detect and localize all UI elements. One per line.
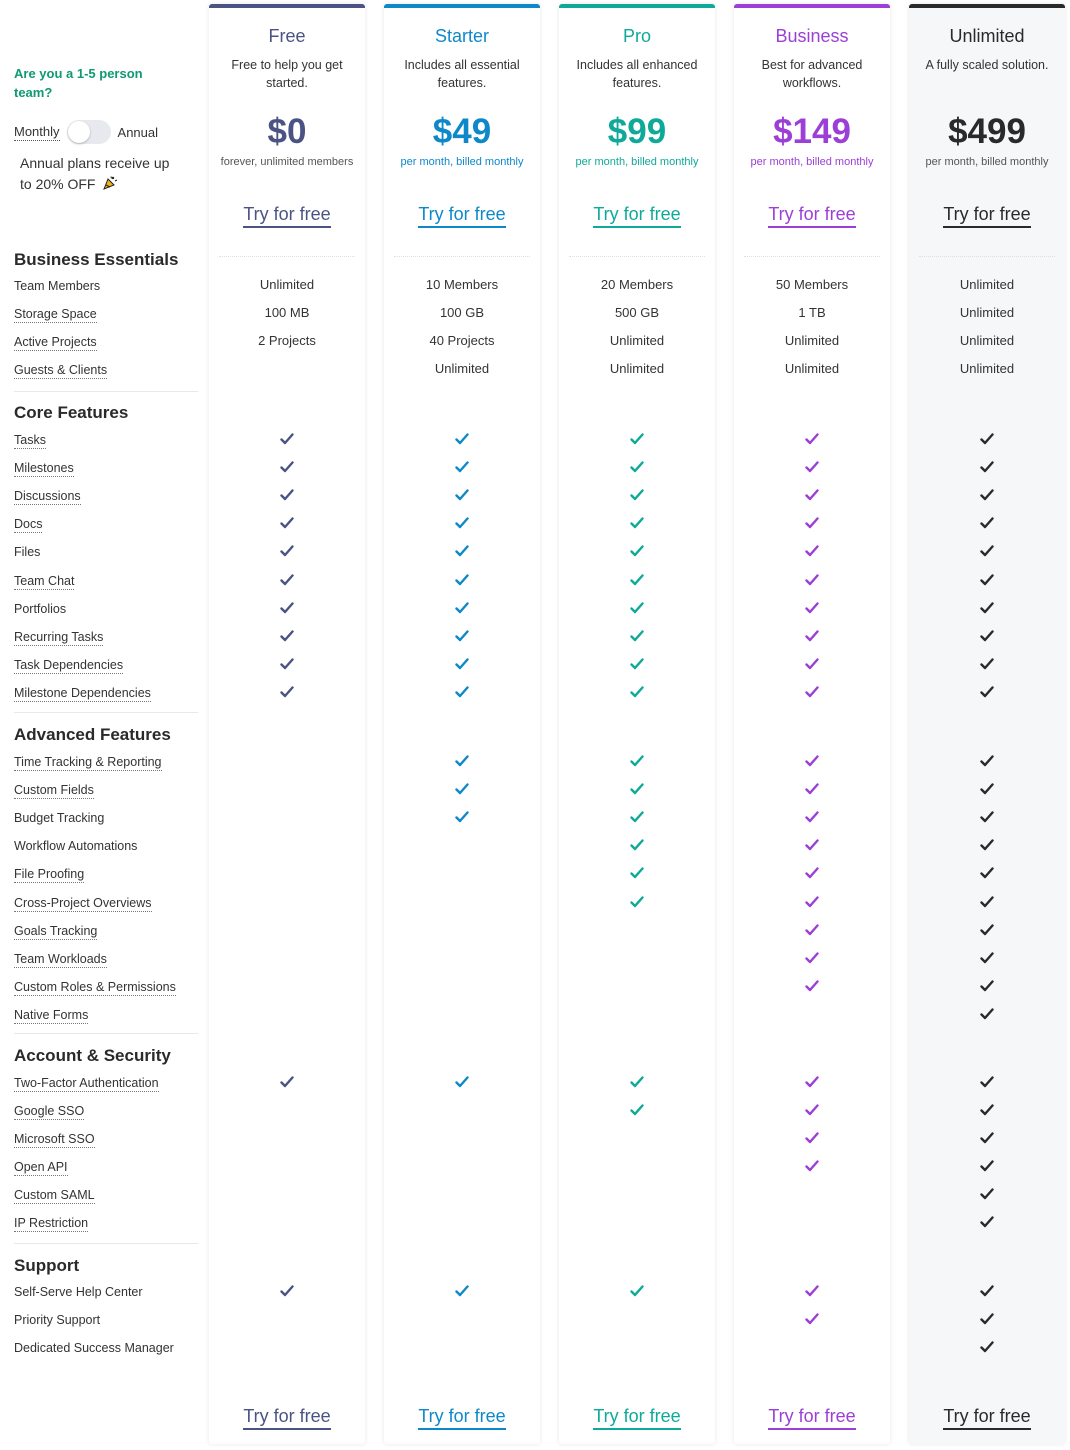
plan-price: $149 xyxy=(773,112,851,151)
check-icon xyxy=(805,979,819,991)
plan-description: Best for advanced workflows. xyxy=(761,58,863,90)
plan-billing-note: per month, billed monthly xyxy=(750,156,874,168)
check-icon xyxy=(455,601,469,613)
feature-value: 10 Members xyxy=(425,277,499,292)
feature-value: 2 Projects xyxy=(258,333,316,348)
check-icon xyxy=(280,657,294,669)
plan-price: $499 xyxy=(948,112,1026,151)
check-icon xyxy=(280,1284,294,1296)
check-icon xyxy=(805,1075,819,1087)
section-title: Advanced Features xyxy=(14,725,171,744)
feature-label[interactable]: Tasks xyxy=(14,433,46,447)
check-icon xyxy=(805,432,819,444)
feature-value: 40 Projects xyxy=(429,333,495,348)
feature-label[interactable]: Custom Roles & Permissions xyxy=(14,979,176,994)
check-icon xyxy=(280,601,294,613)
check-icon xyxy=(805,782,819,794)
plan-accent-bar xyxy=(209,4,365,8)
plan-description: Includes all essential features. xyxy=(404,58,520,90)
feature-value: Unlimited xyxy=(259,277,315,292)
plan-description: Includes all enhanced features. xyxy=(576,58,698,90)
check-icon xyxy=(980,810,994,822)
check-icon xyxy=(455,685,469,697)
check-icon xyxy=(805,810,819,822)
billing-toggle-switch[interactable] xyxy=(67,120,111,144)
feature-value: Unlimited xyxy=(959,361,1015,376)
check-icon xyxy=(980,1187,994,1199)
header-separator xyxy=(394,256,530,257)
check-icon xyxy=(630,1284,644,1296)
try-for-free-link[interactable]: Try for free xyxy=(593,203,680,228)
section-title: Support xyxy=(14,1256,80,1275)
plan-billing-note: per month, billed monthly xyxy=(575,156,699,168)
feature-value: Unlimited xyxy=(959,277,1015,292)
check-icon xyxy=(630,838,644,850)
check-icon xyxy=(630,629,644,641)
check-icon xyxy=(630,657,644,669)
try-for-free-link[interactable]: Try for free xyxy=(943,203,1030,228)
try-for-free-link[interactable]: Try for free xyxy=(243,1405,330,1430)
check-icon xyxy=(980,754,994,766)
section-title: Core Features xyxy=(14,403,129,422)
check-icon xyxy=(980,951,994,963)
check-icon xyxy=(630,782,644,794)
check-icon xyxy=(805,1159,819,1171)
check-icon xyxy=(630,810,644,822)
feature-value: Unlimited xyxy=(959,333,1015,348)
check-icon xyxy=(805,923,819,935)
toggle-knob xyxy=(68,121,90,143)
try-for-free-link[interactable]: Try for free xyxy=(593,1405,680,1430)
feature-label: Portfolios xyxy=(14,601,67,616)
check-icon xyxy=(980,1215,994,1227)
check-icon xyxy=(805,838,819,850)
check-icon xyxy=(280,460,294,472)
section-divider xyxy=(14,712,198,713)
plan-billing-note: per month, billed monthly xyxy=(925,156,1049,168)
feature-label: Files xyxy=(14,545,41,560)
plan-column-unlimited xyxy=(909,4,1065,1444)
try-for-free-link[interactable]: Try for free xyxy=(418,203,505,228)
feature-value: 1 TB xyxy=(798,305,826,320)
check-icon xyxy=(980,629,994,641)
check-icon xyxy=(630,432,644,444)
check-icon xyxy=(455,629,469,641)
feature-label[interactable]: Storage Space xyxy=(14,307,97,321)
check-icon xyxy=(980,1131,994,1143)
plan-billing-note: forever, unlimited members xyxy=(220,156,354,168)
feature-label[interactable]: Team Workloads xyxy=(14,951,107,966)
check-icon xyxy=(630,866,644,878)
check-icon xyxy=(980,979,994,991)
check-icon xyxy=(280,1075,294,1087)
check-icon xyxy=(630,460,644,472)
feature-label: Workflow Automations xyxy=(14,839,138,854)
check-icon xyxy=(980,866,994,878)
check-icon xyxy=(805,1131,819,1143)
check-icon xyxy=(980,782,994,794)
check-icon xyxy=(980,488,994,500)
feature-label: Self-Serve Help Center xyxy=(14,1285,143,1299)
check-icon xyxy=(630,573,644,585)
check-icon xyxy=(455,488,469,500)
feature-value: Unlimited xyxy=(959,305,1015,320)
check-icon xyxy=(455,1075,469,1087)
try-for-free-button-bottom xyxy=(559,1405,715,1430)
check-icon xyxy=(805,1284,819,1296)
header-separator xyxy=(919,256,1055,257)
check-icon xyxy=(805,866,819,878)
plan-price: $99 xyxy=(607,112,667,151)
plan-billing-note: per month, billed monthly xyxy=(400,156,524,168)
check-icon xyxy=(630,1075,644,1087)
check-icon xyxy=(980,1340,994,1352)
try-for-free-link[interactable]: Try for free xyxy=(768,1405,855,1430)
check-icon xyxy=(280,544,294,556)
header-separator xyxy=(569,256,705,257)
plan-name: Free xyxy=(268,26,306,46)
check-icon xyxy=(455,516,469,528)
check-icon xyxy=(980,432,994,444)
check-icon xyxy=(455,432,469,444)
annual-label[interactable]: Annual xyxy=(117,124,159,140)
check-icon xyxy=(280,488,294,500)
monthly-label[interactable]: Monthly xyxy=(14,123,60,139)
check-icon xyxy=(980,544,994,556)
feature-label[interactable]: Google SSO xyxy=(14,1104,85,1118)
feature-label[interactable]: Goals Tracking xyxy=(14,923,98,938)
feature-label[interactable]: Active Projects xyxy=(14,335,97,349)
feature-label[interactable]: Cross-Project Overviews xyxy=(14,895,152,910)
try-for-free-button-bottom xyxy=(734,1405,890,1430)
check-icon xyxy=(805,685,819,697)
plan-price: $49 xyxy=(432,112,492,151)
feature-value: Unlimited xyxy=(609,361,665,376)
check-icon xyxy=(280,629,294,641)
feature-label[interactable]: Milestones xyxy=(14,461,74,476)
plan-description: Free to help you get started. xyxy=(231,58,343,90)
check-icon xyxy=(805,488,819,500)
annual-discount-note xyxy=(20,153,170,195)
try-for-free-button-bottom xyxy=(909,1405,1065,1430)
feature-value: 100 GB xyxy=(439,305,485,320)
section-title: Account & Security xyxy=(14,1046,171,1065)
check-icon xyxy=(805,516,819,528)
feature-value: 50 Members xyxy=(775,277,849,292)
feature-value: 20 Members xyxy=(600,277,674,292)
check-icon xyxy=(805,601,819,613)
check-icon xyxy=(455,657,469,669)
check-icon xyxy=(980,516,994,528)
feature-label[interactable]: Task Dependencies xyxy=(14,657,124,672)
check-icon xyxy=(980,895,994,907)
billing-toggle-row xyxy=(14,120,158,144)
check-icon xyxy=(980,1159,994,1171)
plan-accent-bar xyxy=(909,4,1065,8)
check-icon xyxy=(455,754,469,766)
try-for-free-button-bottom xyxy=(209,1405,365,1430)
check-icon xyxy=(805,573,819,585)
header-separator xyxy=(744,256,880,257)
try-for-free-link[interactable]: Try for free xyxy=(943,1405,1030,1430)
try-for-free-link[interactable]: Try for free xyxy=(243,203,330,228)
annual-discount-text: Annual plans receive up to 20% OFF xyxy=(20,155,170,192)
feature-label[interactable]: Microsoft SSO xyxy=(14,1132,95,1146)
feature-label[interactable]: Milestone Dependencies xyxy=(14,685,151,700)
feature-label[interactable]: Custom SAML xyxy=(14,1188,95,1202)
check-icon xyxy=(980,1007,994,1019)
check-icon xyxy=(805,895,819,907)
feature-label[interactable]: Time Tracking & Reporting xyxy=(14,755,162,769)
check-icon xyxy=(805,657,819,669)
plan-accent-bar xyxy=(559,4,715,8)
check-icon xyxy=(455,544,469,556)
feature-label[interactable]: IP Restriction xyxy=(14,1216,89,1230)
feature-label[interactable]: Two-Factor Authentication xyxy=(14,1076,159,1090)
check-icon xyxy=(630,601,644,613)
feature-value: Unlimited xyxy=(434,361,490,376)
check-icon xyxy=(805,629,819,641)
check-icon xyxy=(980,1284,994,1296)
check-icon xyxy=(455,810,469,822)
feature-label[interactable]: Docs xyxy=(14,517,43,532)
check-icon xyxy=(630,685,644,697)
feature-label: Priority Support xyxy=(14,1313,101,1327)
try-for-free-button-top xyxy=(734,203,890,228)
try-for-free-button-top xyxy=(559,203,715,228)
check-icon xyxy=(980,657,994,669)
check-icon xyxy=(805,754,819,766)
plan-name: Business xyxy=(775,26,849,46)
try-for-free-button-top xyxy=(384,203,540,228)
check-icon xyxy=(455,460,469,472)
try-for-free-button-bottom xyxy=(384,1405,540,1430)
check-icon xyxy=(980,1075,994,1087)
section-divider xyxy=(14,1243,198,1244)
check-icon xyxy=(630,488,644,500)
plan-accent-bar xyxy=(734,4,890,8)
feature-label[interactable]: Open API xyxy=(14,1160,68,1174)
header-separator xyxy=(219,256,355,257)
check-icon xyxy=(980,573,994,585)
feature-label[interactable]: Team Chat xyxy=(14,573,75,588)
check-icon xyxy=(280,432,294,444)
feature-label[interactable]: Discussions xyxy=(14,489,81,504)
feature-label[interactable]: Custom Fields xyxy=(14,783,94,798)
check-icon xyxy=(630,516,644,528)
check-icon xyxy=(805,1312,819,1324)
check-icon xyxy=(980,838,994,850)
feature-label[interactable]: Guests & Clients xyxy=(14,363,108,377)
check-icon xyxy=(630,754,644,766)
try-for-free-button-top xyxy=(209,203,365,228)
feature-value: Unlimited xyxy=(784,361,840,376)
section-divider xyxy=(14,391,198,392)
check-icon xyxy=(280,573,294,585)
feature-value: 100 MB xyxy=(264,305,310,320)
plan-name: Starter xyxy=(434,26,490,46)
check-icon xyxy=(455,573,469,585)
plan-price: $0 xyxy=(267,112,307,151)
check-icon xyxy=(805,1103,819,1115)
feature-label: Budget Tracking xyxy=(14,811,105,826)
section-title: Business Essentials xyxy=(14,250,179,269)
feature-label[interactable]: File Proofing xyxy=(14,867,85,882)
plan-column-starter xyxy=(384,4,540,1444)
feature-label: Team Members xyxy=(14,279,101,293)
check-icon xyxy=(630,1103,644,1115)
plan-name: Pro xyxy=(622,26,651,46)
check-icon xyxy=(630,544,644,556)
check-icon xyxy=(980,460,994,472)
feature-value: 500 GB xyxy=(614,305,660,320)
check-icon xyxy=(980,923,994,935)
plan-name: Unlimited xyxy=(949,26,1025,46)
feature-label[interactable]: Native Forms xyxy=(14,1007,89,1022)
plan-column-business xyxy=(734,4,890,1444)
check-icon xyxy=(980,1103,994,1115)
check-icon xyxy=(980,1312,994,1324)
check-icon xyxy=(630,895,644,907)
check-icon xyxy=(805,951,819,963)
try-for-free-link[interactable]: Try for free xyxy=(418,1405,505,1430)
team-size-question[interactable]: Are you a 1-5 person team? xyxy=(14,66,143,100)
plan-column-pro xyxy=(559,4,715,1444)
plan-accent-bar xyxy=(384,4,540,8)
plan-description: A fully scaled solution. xyxy=(925,58,1049,72)
check-icon xyxy=(455,782,469,794)
check-icon xyxy=(805,544,819,556)
check-icon xyxy=(280,516,294,528)
check-icon xyxy=(980,685,994,697)
check-icon xyxy=(455,1284,469,1296)
feature-value: Unlimited xyxy=(784,333,840,348)
party-popper-icon xyxy=(102,175,118,191)
check-icon xyxy=(980,601,994,613)
plan-column-free xyxy=(209,4,365,1444)
feature-label: Dedicated Success Manager xyxy=(14,1341,174,1355)
check-icon xyxy=(280,685,294,697)
feature-label[interactable]: Recurring Tasks xyxy=(14,629,104,644)
feature-value: Unlimited xyxy=(609,333,665,348)
check-icon xyxy=(805,460,819,472)
try-for-free-button-top xyxy=(909,203,1065,228)
section-divider xyxy=(14,1033,198,1034)
try-for-free-link[interactable]: Try for free xyxy=(768,203,855,228)
